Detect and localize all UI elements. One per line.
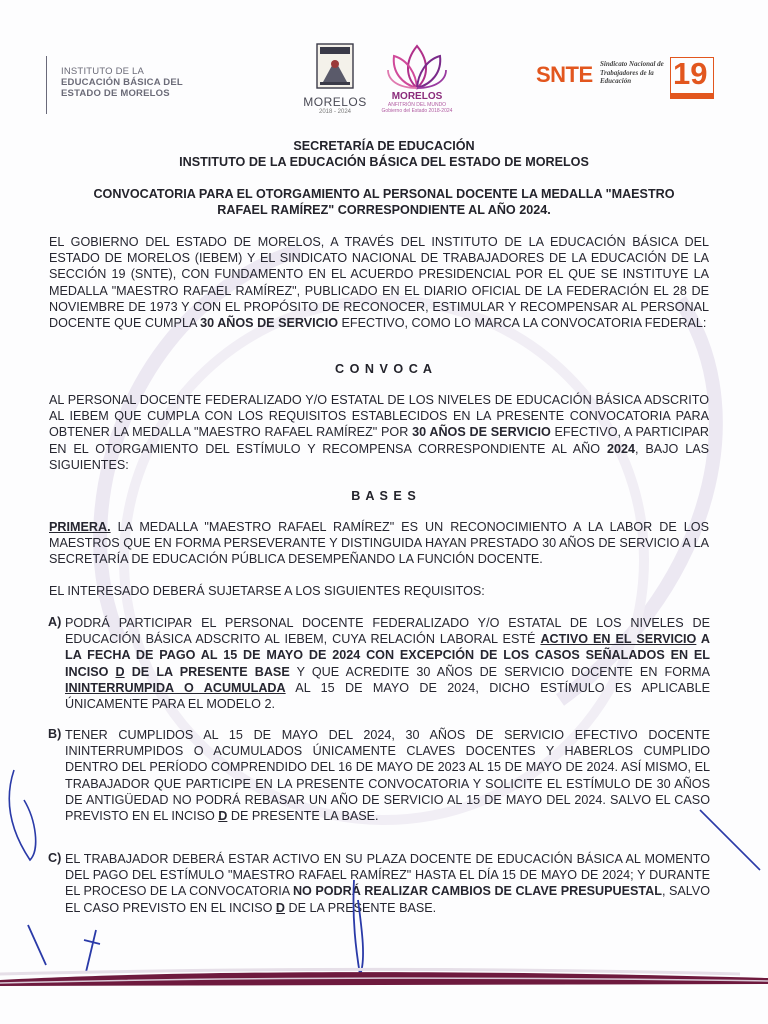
section-19-badge <box>670 57 714 99</box>
iebem-logo-text <box>46 56 183 114</box>
morelos-anfitrion-wordmark: MORELOS <box>391 91 443 102</box>
intro-paragraph: EL GOBIERNO DEL ESTADO DE MORELOS, A TRAVÉS DEL INSTITUTO DE LA EDUCACIÓN BÁSICA DEL ESTADO DE MORELOS (IEBEM) Y EL SINDICATO NACIONAL DE TRABAJADORES DE LA EDUCACIÓN DE LA SECCIÓN 19 (SNTE), CON FUNDAMENTO EN EL ACUERDO PRESIDENCIAL POR EL QUE SE INSTITUYE LA MEDALLA "MAESTRO RAFAEL RAMÍREZ", PUBLICADO EN EL DIARIO OFICIAL DE LA FEDERACIÓN EL 28 DE NOVIEMBRE DE 1973 Y CON EL PROPÓSITO DE RECONOCER, ESTIMULAR Y RECOMPENSAR AL PERSONAL DOCENTE QUE CUMPLA 30 AÑOS DE SERVICIO EFECTIVO, COMO LO MARCA LA CONVOCATORIA FEDERAL: <box>49 235 709 331</box>
item-a-text: PODRÁ PARTICIPAR EL PERSONAL DOCENTE FEDERALIZADO Y/O ESTATAL DE LOS NIVELES DE EDUCACIÓN BÁSICA ADSCRITO AL IEBEM, CUYA RELACIÓN LABORAL ESTÉ ACTIVO EN EL SERVICIO A LA FECHA DE PAGO AL 15 DE MAYO DE 2024 CON EXCEPCIÓN DE LOS CASOS SEÑALADOS EN EL INCISO D DE LA PRESENTE BASE Y QUE ACREDITE 30 AÑOS DE SERVICIO DOCENTE EN FORMA ININTERRUMPIDA O ACUMULADA AL 15 DE MAYO DE 2024, DICHO ESTÍMULO ES APLICABLE ÚNICAMENTE PARA EL MODELO 2. <box>65 616 711 712</box>
item-c-text: EL TRABAJADOR DEBERÁ ESTAR ACTIVO EN SU PLAZA DOCENTE DE EDUCACIÓN BÁSICA AL MOMENTO DEL PAGO DEL ESTÍMULO "MAESTRO RAFAEL RAMÍREZ" HASTA EL DÍA 15 DE MAYO DE 2024; Y DURANTE EL PROCESO DE LA CONVOCATORIA NO PODRÁ REALIZAR CAMBIOS DE CLAVE PRESUPUESTAL, SALVO EL CASO PREVISTO EN EL INCISO D DE LA PRESENTE BASE. <box>65 852 711 915</box>
morelos-wordmark: MORELOS <box>303 95 367 109</box>
title-instituto: INSTITUTO DE LA EDUCACIÓN BÁSICA DEL ESTADO DE MORELOS <box>179 155 589 169</box>
convoca-heading: C O N V O C A <box>335 362 433 376</box>
requisitos-line: EL INTERESADO DEBERÁ SUJETARSE A LOS SIGUIENTES REQUISITOS: <box>49 584 485 598</box>
item-b-text: TENER CUMPLIDOS AL 15 DE MAYO DEL 2024, 30 AÑOS DE SERVICIO EFECTIVO DOCENTE ININTERRUMPIDOS O ACUMULADOS ÚNICAMENTE CLAVES DOCENTES Y HABERLOS CUMPLIDO DENTRO DEL PERÍODO COMPRENDIDO DEL 16 DE MAYO DE 2023 AL 15 DE MAYO DE 2024. ASÍ MISMO, EL TRABAJADOR QUE PARTICIPE EN LA PRESENTE CONVOCATORIA Y SOLICITE EL ESTÍMULO DE 30 AÑOS DE ANTIGÜEDAD NO PODRÁ REBASAR UN AÑO DE SERVICIO AL 15 DE MAYO DEL 2024. SALVO EL CASO PREVISTO EN EL INCISO D DE PRESENTE LA BASE. <box>65 728 710 824</box>
morelos-years: 2018 - 2024 <box>318 109 352 115</box>
convoca-paragraph: AL PERSONAL DOCENTE FEDERALIZADO Y/O ESTATAL DE LOS NIVELES DE EDUCACIÓN BÁSICA ADSCRITO AL IEBEM QUE CUMPLA CON LOS REQUISITOS ESTABLECIDOS EN LA PRESENTE CONVOCATORIA PARA OBTENER LA MEDALLA "MAESTRO RAFAEL RAMÍREZ" POR 30 AÑOS DE SERVICIO EFECTIVO, A PARTICIPAR EN EL OTORGAMIENTO DEL ESTÍMULO Y RECOMPENSA CORRESPONDIENTE AL AÑO 2024, BAJO LAS SIGUIENTES: <box>49 393 710 472</box>
convocatoria-title-line-1: CONVOCATORIA PARA EL OTORGAMIENTO AL PERSONAL DOCENTE LA MEDALLA "MAESTRO <box>93 187 675 201</box>
section-number: 19 <box>673 56 708 91</box>
item-a-label: A) <box>48 615 62 629</box>
title-secretaria: SECRETARÍA DE EDUCACIÓN <box>293 139 475 153</box>
footer-decorative-band <box>0 950 768 990</box>
morelos-anfitrion-sub: ANFITRIÓN DEL MUNDO Gobierno del Estado 2018-2024 <box>381 102 453 114</box>
item-b-label: B) <box>48 727 62 741</box>
iebem-line-2: EDUCACIÓN BÁSICA DEL <box>61 77 183 88</box>
primera-paragraph: PRIMERA. LA MEDALLA "MAESTRO RAFAEL RAMÍREZ" ES UN RECONOCIMIENTO A LA LABOR DE LOS MAESTROS QUE EN FORMA PERSEVERANTE Y DISTINGUIDA HAYAN PRESTADO 30 AÑOS DE SERVICIO A LA SECRETARÍA DE EDUCACIÓN PÚBLICA DESEMPEÑANDO LA FUNCIÓN DOCENTE. <box>49 520 709 567</box>
iebem-line-1: INSTITUTO DE LA <box>61 66 145 77</box>
morelos-seal-icon <box>315 42 355 92</box>
bases-heading: B A S E S <box>351 489 417 503</box>
snte-logo: SNTE <box>536 62 593 87</box>
convocatoria-title-line-2: RAFAEL RAMÍREZ" CORRESPONDIENTE AL AÑO 2024. <box>217 203 551 217</box>
lotus-logo-icon <box>386 40 448 92</box>
iebem-line-3: ESTADO DE MORELOS <box>61 88 170 99</box>
snte-subtitle: Sindicato Nacional de Trabajadores de la Educación <box>600 60 664 85</box>
item-c-label: C) <box>48 851 62 865</box>
